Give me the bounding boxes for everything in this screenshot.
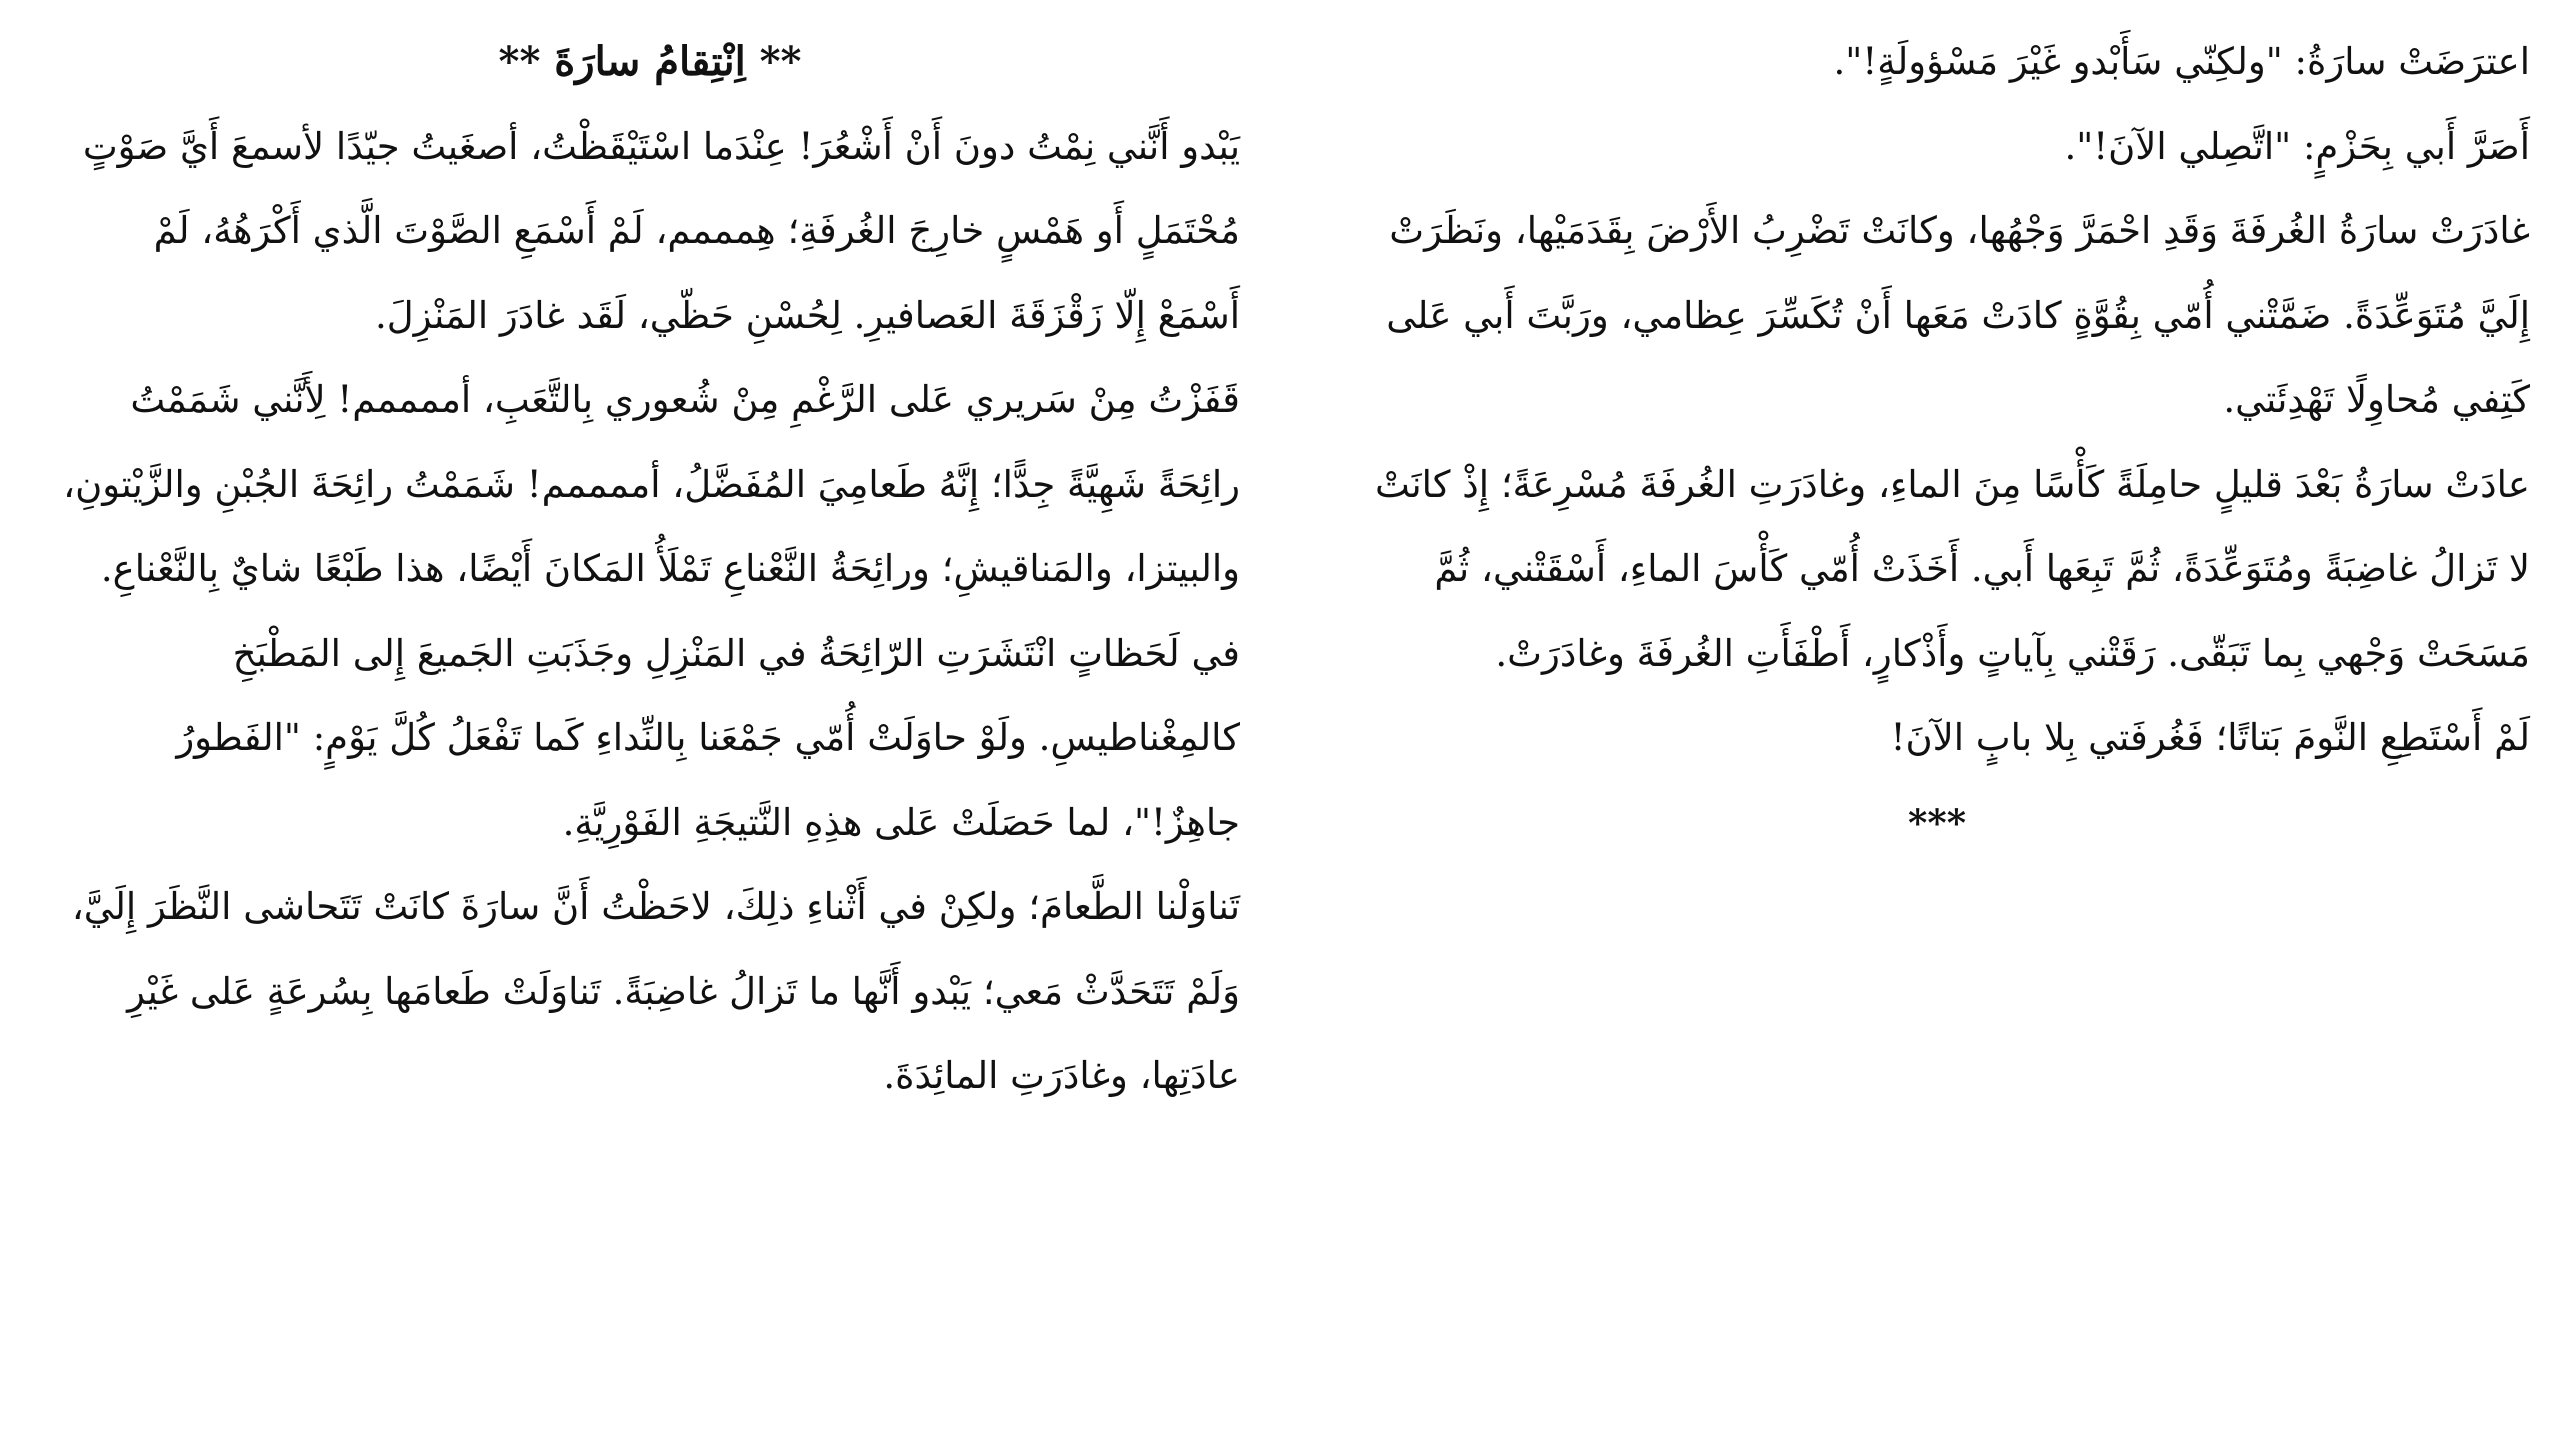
story-title: ** اِنْتِقامُ سارَةَ ** [498, 38, 802, 85]
paragraph: تَناوَلْنا الطَّعامَ؛ ولكِنْ في أَثْناءِ ذلِكَ، لاحَظْتُ أَنَّ سارَةَ كانَتْ تَتَحاشى النَّظَرَ إِلَيَّ، وَلَمْ تَتَحَدَّثْ مَعي؛ يَبْدو أَنَّها ما تَزالُ غاضِبَةً. تَناوَلَتْ طَعامَها بِسُرعَةٍ عَلى غَيْرِ عادَتِها، وغادَرَتِ المائِدَةَ. [71, 885, 1240, 1097]
paragraph: أَصَرَّ أَبي بِحَزْمٍ: "اتَّصِلي الآنَ!". [2064, 124, 2530, 168]
paragraph: اعترَضَتْ سارَةُ: "ولكِنّي سَأَبْدو غَيْرَ مَسْؤولَةٍ!". [1833, 40, 2530, 83]
left-text-column [60, 20, 1240, 1119]
paragraph: عادَتْ سارَةُ بَعْدَ قليلٍ حامِلَةً كَأْسًا مِنَ الماءِ، وغادَرَتِ الغُرفَةَ مُسْرِعَةً؛ إِذْ كانَتْ لا تَزالُ غاضِبَةً ومُتَوَعِّدَةً، ثُمَّ تَبِعَها أَبي. أَخَذَتْ أُمّي كَأْسَ الماءِ، أَسْقَتْني، ثُمَّ مَسَحَتْ وَجْهي بِما تَبَقّى. رَقَتْني بِآياتٍ وأَذْكارٍ، أَطْفَأَتِ الغُرفَةَ وغادَرَتْ. [1375, 462, 2530, 675]
section-separator: *** [1908, 800, 1967, 845]
right-text-column [1370, 20, 2530, 865]
paragraph: يَبْدو أَنَّني نِمْتُ دونَ أَنْ أَشْعُرَ! عِنْدَما اسْتَيْقَظْتُ، أصغَيتُ جيّدًا لأسمعَ أَيَّ صَوْتٍ مُحْتَمَلٍ أَو هَمْسٍ خارِجَ الغُرفَةِ؛ هِمممم، لَمْ أَسْمَعِ الصَّوْتَ الَّذي أَكْرَهُهُ، لَمْ أَسْمَعْ إِلّا زَقْزَقَةَ العَصافيرِ. لِحُسْنِ حَظّي، لَقَد غادَرَ المَنْزِلَ. [82, 124, 1240, 337]
paragraph: لَمْ أَسْتَطِعِ النَّومَ بَتاتًا؛ فَغُرفَتي بِلا بابٍ الآنَ! [1890, 716, 2530, 759]
paragraph: غادَرَتْ سارَةُ الغُرفَةَ وَقَدِ احْمَرَّ وَجْهُها، وكانَتْ تَضْرِبُ الأَرْضَ بِقَدَمَيْها، ونَظَرَتْ إِلَيَّ مُتَوَعِّدَةً. ضَمَّتْني أُمّي بِقُوَّةٍ كادَتْ مَعَها أَنْ تُكَسِّرَ عِظامي، ورَبَّتَ أَبي عَلى كَتِفي مُحاوِلًا تَهْدِئَتي. [1386, 209, 2530, 421]
paragraph: قَفَزْتُ مِنْ سَريري عَلى الرَّغْمِ مِنْ شُعوري بِالتَّعَبِ، أممممم! لِأَنَّني شَمَمْتُ رائِحَةً شَهِيَّةً جِدًّا؛ إِنَّهُ طَعامِيَ المُفَضَّلُ، أممممم! شَمَمْتُ رائِحَةَ الجُبْنِ والزَّيْتونِ، والبيتزا، والمَناقيشِ؛ ورائِحَةُ النَّعْناعِ تَمْلَأُ المَكانَ أَيْضًا، هذا طَبْعًا شايٌ بِالنَّعْناعِ. في لَحَظاتٍ انْتَشَرَتِ الرّائِحَةُ في المَنْزِلِ وجَذَبَتِ الجَميعَ إِلى المَطْبَخِ كالمِغْناطيسِ. ولَوْ حاوَلَتْ أُمّي جَمْعَنا بِالنِّداءِ كَما تَفْعَلُ كُلَّ يَوْمٍ: "الفَطورُ جاهِزٌ!"، لما حَصَلَتْ عَلى هذِهِ النَّتيجَةِ الفَوْرِيَّةِ. [63, 378, 1240, 844]
